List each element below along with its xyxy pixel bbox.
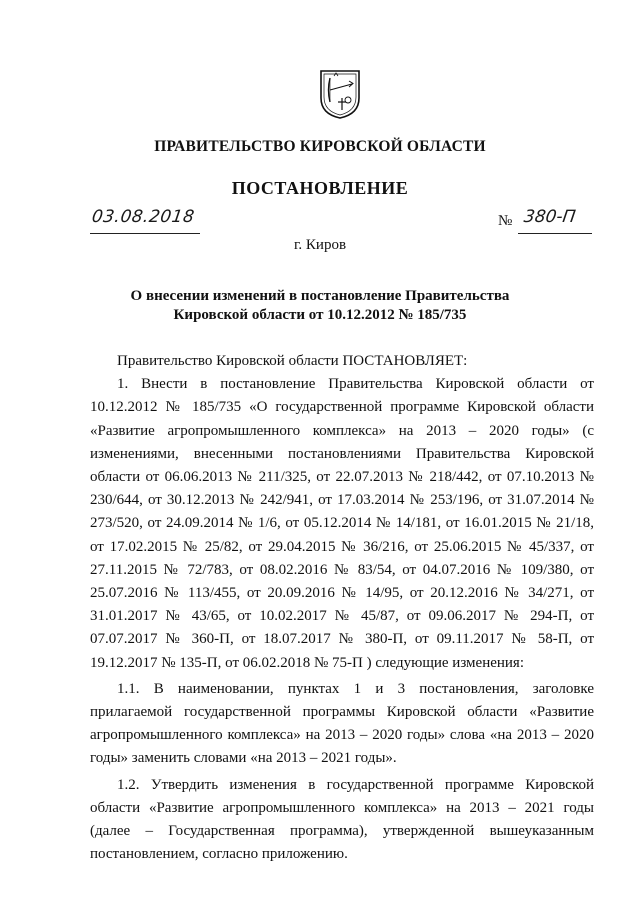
number-underline	[518, 207, 592, 234]
city: г. Киров	[293, 237, 347, 253]
number-field	[498, 207, 593, 233]
resolution-intro: Правительство Кировской области ПОСТАНОВЛЯЕТ:	[117, 353, 468, 369]
document-number: 380-П	[522, 207, 577, 227]
paragraph-1: 1. Внести в постановление Правительства Кировской области от 10.12.2012 № 185/735 «О государственной программе Кировской области «Развитие агропромышленного комплекса» на 2013 – 2020 годы» (с изменениями, внесенными постановлениями Правительства Кировской области от 06.06.2013 № 211/325, от 22.07.2013 № 218/442, от 07.10.2013 № 230/644, от 30.12.2013 № 242/941, от 17.03.2014 № 253/196, от 31.07.2014 № 273/520, от 24.09.2014 № 1/6, от 05.12.2014 № 14/181, от 16.01.2015 № 21/18, от 17.02.2015 № 25/82, от 29.04.2015 № 36/216, от 25.06.2015 № 45/337, от 27.11.2015 № 72/783, от 08.02.2016 № 83/54, от 04.07.2016 № 109/380, от 25.07.2016 № 113/455, от 20.09.2016 № 14/95, от 20.12.2016 № 34/271, от 31.01.2017 № 43/65, от 10.02.2017 № 45/87, от 09.06.2017 № 294-П, от 07.07.2017 № 360-П, от 18.07.2017 № 380-П, от 09.11.2017 № 58-П, от 19.12.2017 № 135-П, от 06.02.2018 № 75-П ) следующие изменения:	[90, 376, 594, 671]
date-field	[90, 207, 200, 234]
paragraph-1-2: 1.2. Утвердить изменения в государственной программе Кировской области «Развитие агропромышленного комплекса» на 2013 – 2021 годы (далее – Государственная программа), утвержденной вышеуказанным постановлением, согласно приложению.	[90, 776, 594, 863]
document-subject	[0, 287, 640, 325]
document-date: 03.08.2018	[90, 207, 196, 227]
number-label: №	[498, 213, 513, 229]
subject-line-2: Кировской области от 10.12.2012 № 185/735	[173, 307, 467, 323]
government-title: ПРАВИТЕЛЬСТВО КИРОВСКОЙ ОБЛАСТИ	[154, 138, 486, 155]
kirov-coat-of-arms-icon	[318, 68, 362, 120]
document-body	[90, 350, 594, 866]
paragraph-1-1: 1.1. В наименовании, пунктах 1 и 3 постановления, заголовке прилагаемой государственной программы Кировской области «Развитие агропромышленного комплекса» на 2013 – 2020 годы» слова «на 2013 – 2020 годы» заменить словами «на 2013 – 2021 годы».	[90, 680, 594, 767]
document-type: ПОСТАНОВЛЕНИЕ	[231, 178, 409, 198]
subject-line-1: О внесении изменений в постановление Правительства	[130, 288, 510, 304]
